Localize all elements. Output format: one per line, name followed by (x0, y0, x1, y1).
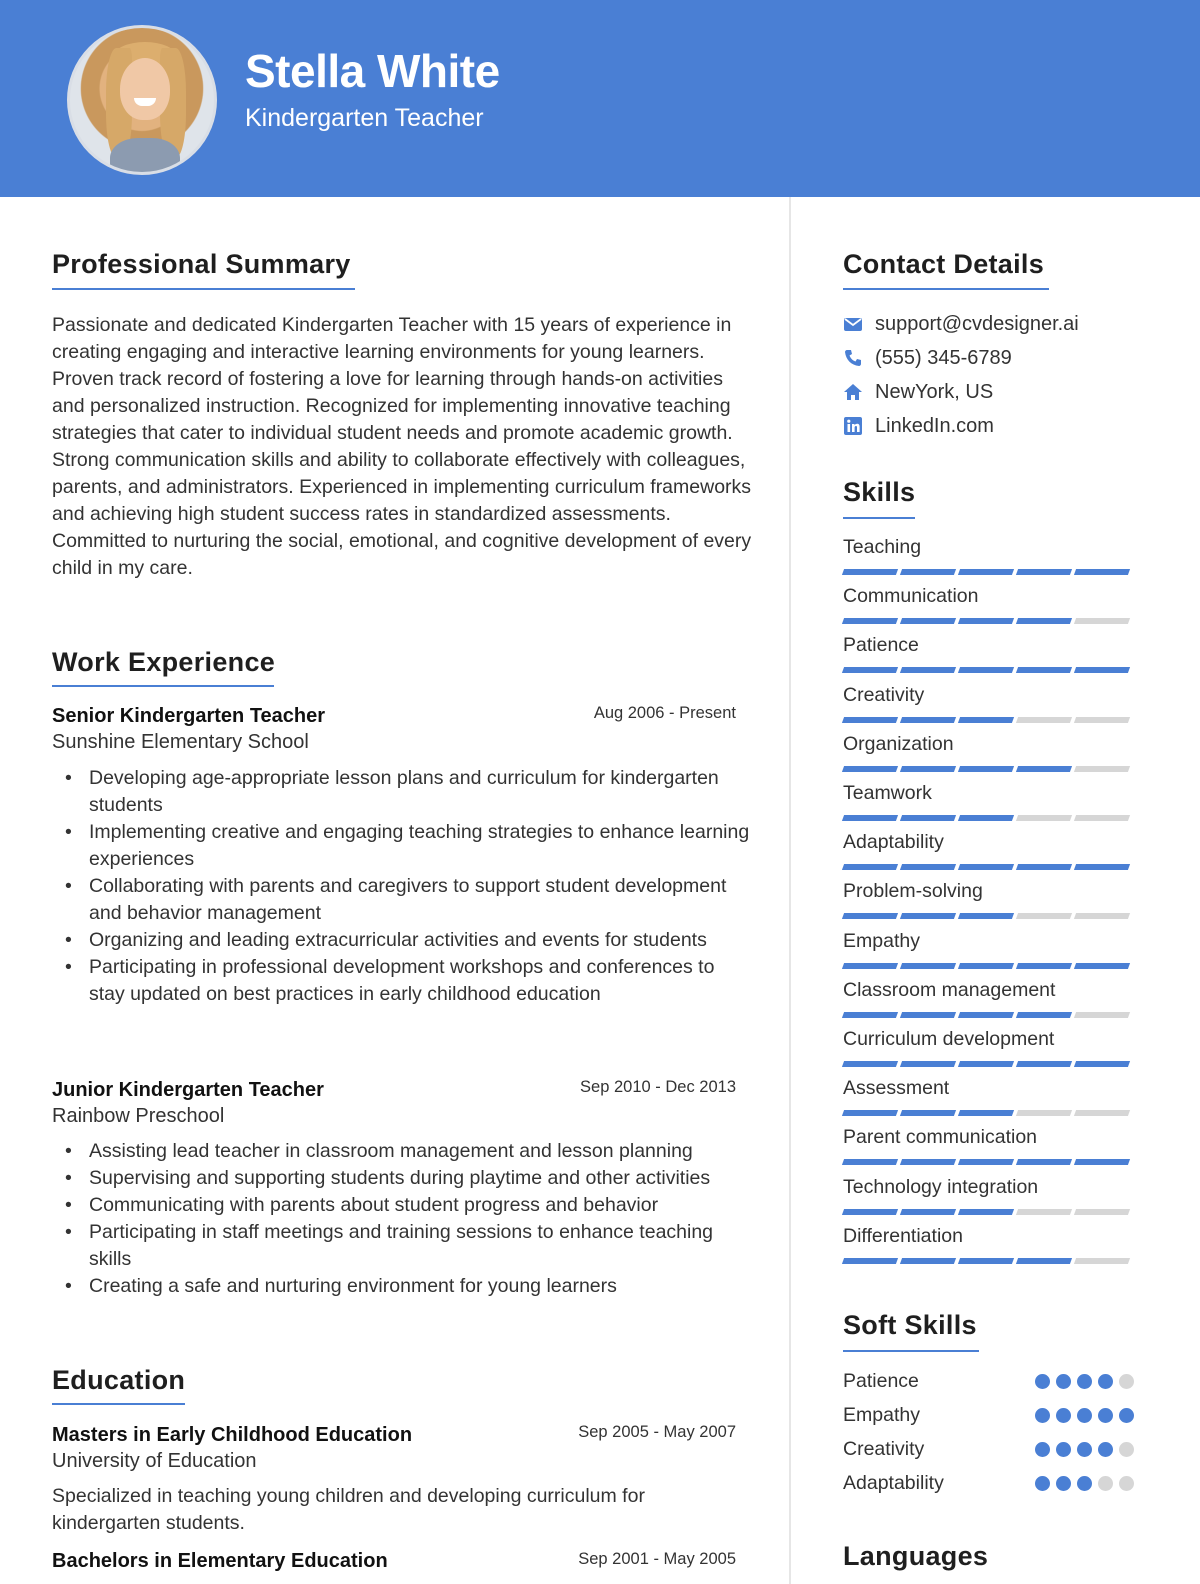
skill-segment (1016, 815, 1072, 821)
skill-segment (842, 1012, 898, 1018)
skill-segment (958, 1061, 1014, 1067)
summary-underline (52, 288, 355, 290)
skill-segment (1016, 1110, 1072, 1116)
skill-segment (842, 1061, 898, 1067)
skill-segment (1074, 1209, 1130, 1215)
skill-segment (900, 1012, 956, 1018)
list-item: • Collaborating with parents and caregivers to support student development and behavior management (65, 873, 755, 927)
soft-skill-name: Empathy (843, 1404, 920, 1426)
skill-segment (900, 766, 956, 772)
skill-segment (900, 1159, 956, 1165)
degree-title: Masters in Early Childhood Education (52, 1424, 413, 1446)
job-date: Aug 2006 - Present (593, 704, 736, 722)
soft-skills-heading: Soft Skills (843, 1310, 977, 1340)
skills-heading: Skills (843, 477, 916, 507)
skill-segment (1016, 963, 1072, 969)
linkedin-icon (843, 416, 863, 436)
home-icon (843, 382, 863, 402)
skill-segment (958, 913, 1014, 919)
skill-segment (958, 815, 1014, 821)
education-description: Specialized in teaching young children and developing curriculum for kindergarten students. (52, 1485, 645, 1534)
skill-segment (1074, 717, 1130, 723)
list-item: • Implementing creative and engaging teaching strategies to enhance learning experiences (65, 819, 755, 873)
column-divider (789, 197, 791, 1584)
phone-text: (555) 345-6789 (875, 346, 1012, 369)
skill-segment (842, 815, 898, 821)
list-item: • Creating a safe and nurturing environment for young learners (65, 1273, 755, 1300)
skill-name: Curriculum development (843, 1028, 1055, 1050)
skill-segment (842, 1258, 898, 1264)
skill-level-bar (843, 913, 1133, 919)
experience-heading: Work Experience (52, 647, 276, 677)
skill-segment (842, 766, 898, 772)
skill-level-bar (843, 1209, 1133, 1215)
skill-segment (1016, 864, 1072, 870)
rating-dot (1056, 1408, 1071, 1423)
skill-name: Teamwork (843, 782, 932, 804)
skill-segment (1074, 766, 1130, 772)
skill-segment (900, 717, 956, 723)
summary-heading: Professional Summary (52, 249, 351, 279)
skill-name: Differentiation (843, 1225, 963, 1247)
skill-segment (958, 1012, 1014, 1018)
skill-name: Communication (843, 585, 979, 607)
skill-segment (842, 618, 898, 624)
skill-segment (1016, 618, 1072, 624)
skill-segment (1016, 569, 1072, 575)
education-underline (52, 1403, 185, 1405)
skill-name: Technology integration (843, 1176, 1039, 1198)
skill-segment (900, 815, 956, 821)
rating-dot (1119, 1476, 1134, 1491)
skill-segment (1074, 1012, 1130, 1018)
skill-segment (1016, 1209, 1072, 1215)
list-item: • Assisting lead teacher in classroom management and lesson planning (65, 1138, 755, 1165)
soft-skill-name: Adaptability (843, 1472, 944, 1494)
envelope-icon (843, 314, 863, 334)
skill-segment (1074, 618, 1130, 624)
candidate-role: Kindergarten Teacher (245, 104, 484, 132)
email-text: support@cvdesigner.ai (875, 312, 1079, 335)
skill-level-bar (843, 667, 1133, 673)
skill-segment (958, 1209, 1014, 1215)
skill-segment (958, 569, 1014, 575)
skill-level-bar (843, 1012, 1133, 1018)
rating-dot (1035, 1374, 1050, 1389)
skill-name: Problem-solving (843, 880, 983, 902)
rating-dot (1056, 1442, 1071, 1457)
rating-dot (1098, 1476, 1113, 1491)
skill-segment (1074, 864, 1130, 870)
skill-segment (900, 1110, 956, 1116)
job-title: Junior Kindergarten Teacher (52, 1079, 324, 1101)
job-duties-list (65, 765, 755, 1008)
education-heading: Education (52, 1365, 186, 1395)
skill-segment (842, 1110, 898, 1116)
skill-name: Empathy (843, 930, 920, 952)
skill-segment (900, 1258, 956, 1264)
rating-dot (1119, 1374, 1134, 1389)
soft-skills-underline (843, 1350, 979, 1352)
soft-skill-rating (1035, 1374, 1140, 1389)
linkedin-text: LinkedIn.com (875, 414, 994, 437)
rating-dot (1098, 1408, 1113, 1423)
skill-segment (842, 667, 898, 673)
skill-segment (900, 1061, 956, 1067)
profile-photo (67, 25, 217, 175)
skill-segment (958, 618, 1014, 624)
skill-segment (958, 766, 1014, 772)
skill-name: Teaching (843, 536, 922, 558)
skill-level-bar (843, 1159, 1133, 1165)
skill-name: Assessment (843, 1077, 950, 1099)
skill-segment (1016, 717, 1072, 723)
skill-level-bar (843, 1061, 1133, 1067)
rating-dot (1119, 1442, 1134, 1457)
job-organization: Sunshine Elementary School (52, 731, 309, 753)
skill-name: Classroom management (843, 979, 1056, 1001)
rating-dot (1035, 1408, 1050, 1423)
rating-dot (1077, 1374, 1092, 1389)
contact-location (843, 378, 993, 406)
rating-dot (1077, 1442, 1092, 1457)
skill-level-bar (843, 864, 1133, 870)
skill-level-bar (843, 618, 1133, 624)
rating-dot (1077, 1476, 1092, 1491)
skill-level-bar (843, 569, 1133, 575)
skill-segment (958, 864, 1014, 870)
list-item: • Participating in professional development workshops and conferences to stay updated on best practices in early childhood education (65, 954, 755, 1008)
languages-heading: Languages (843, 1541, 989, 1571)
skill-segment (958, 717, 1014, 723)
skill-segment (958, 1110, 1014, 1116)
job-organization: Rainbow Preschool (52, 1105, 225, 1127)
skill-segment (1016, 1258, 1072, 1264)
soft-skill-name: Creativity (843, 1438, 925, 1460)
rating-dot (1035, 1442, 1050, 1457)
skill-name: Organization (843, 733, 954, 755)
education-date: Sep 2001 - May 2005 (578, 1550, 736, 1568)
rating-dot (1098, 1374, 1113, 1389)
skill-segment (842, 963, 898, 969)
rating-dot (1056, 1476, 1071, 1491)
skill-segment (958, 1258, 1014, 1264)
skill-segment (1016, 766, 1072, 772)
skill-segment (842, 864, 898, 870)
skill-segment (958, 1159, 1014, 1165)
rating-dot (1056, 1374, 1071, 1389)
list-item: • Developing age-appropriate lesson plans and curriculum for kindergarten students (65, 765, 755, 819)
skill-segment (900, 667, 956, 673)
list-item: • Organizing and leading extracurricular activities and events for students (65, 927, 755, 954)
skill-name: Adaptability (843, 831, 944, 853)
rating-dot (1098, 1442, 1113, 1457)
skill-segment (1016, 1061, 1072, 1067)
contact-linkedin[interactable] (843, 412, 994, 440)
summary-text: Passionate and dedicated Kindergarten Teacher with 15 years of experience in creating engaging and interactive learning environments for young learners. Proven track record of fostering a love for learning through hands-on activities and personalized instruction. Recognized for implementing innovative teaching strategies that cater to individual student needs and promote academic growth. Strong communication skills and ability to collaborate effectively with colleagues, parents, and administrators. Experienced in implementing curriculum frameworks and achieving high student success rates in standardized assessments. Committed to nurturing the social, emotional, and cognitive development of every child in my care. (52, 314, 752, 579)
contact-phone[interactable] (843, 344, 1012, 372)
skill-level-bar (843, 963, 1133, 969)
school-name: University of Education (52, 1450, 257, 1472)
skill-segment (1016, 667, 1072, 673)
list-item: • Communicating with parents about student progress and behavior (65, 1192, 755, 1219)
header-banner (0, 0, 1200, 197)
skill-segment (842, 913, 898, 919)
skill-segment (900, 618, 956, 624)
skill-segment (1074, 569, 1130, 575)
skill-segment (900, 569, 956, 575)
skill-segment (842, 1159, 898, 1165)
skill-segment (1074, 1159, 1130, 1165)
skill-segment (842, 1209, 898, 1215)
phone-icon (843, 348, 863, 368)
skill-level-bar (843, 1258, 1133, 1264)
skill-name: Creativity (843, 684, 925, 706)
skill-name: Patience (843, 634, 919, 656)
skill-level-bar (843, 766, 1133, 772)
skill-segment (900, 1209, 956, 1215)
list-item: • Participating in staff meetings and training sessions to enhance teaching skills (65, 1219, 755, 1273)
candidate-name: Stella White (245, 45, 500, 97)
soft-skill-rating (1035, 1442, 1140, 1457)
skill-segment (1074, 667, 1130, 673)
contact-heading: Contact Details (843, 249, 1045, 279)
soft-skill-name: Patience (843, 1370, 919, 1392)
job-date: Sep 2010 - Dec 2013 (580, 1078, 736, 1096)
experience-underline (52, 685, 274, 687)
skill-segment (900, 913, 956, 919)
skill-level-bar (843, 1110, 1133, 1116)
skill-segment (1074, 963, 1130, 969)
soft-skill-rating (1035, 1476, 1140, 1491)
rating-dot (1119, 1408, 1134, 1423)
job-duties-list (65, 1138, 755, 1300)
skill-segment (958, 667, 1014, 673)
skill-segment (900, 963, 956, 969)
location-text: NewYork, US (875, 380, 994, 403)
skill-segment (1074, 815, 1130, 821)
skill-segment (1074, 913, 1130, 919)
rating-dot (1077, 1408, 1092, 1423)
skill-segment (1074, 1258, 1130, 1264)
skill-segment (1074, 1061, 1130, 1067)
contact-underline (843, 288, 1049, 290)
contact-email[interactable] (843, 310, 1079, 338)
soft-skill-rating (1035, 1408, 1140, 1423)
skill-segment (842, 717, 898, 723)
skill-segment (1016, 1159, 1072, 1165)
rating-dot (1035, 1476, 1050, 1491)
list-item: • Supervising and supporting students during playtime and other activities (65, 1165, 755, 1192)
job-title: Senior Kindergarten Teacher (52, 705, 326, 727)
skill-segment (842, 569, 898, 575)
skill-segment (958, 963, 1014, 969)
skill-segment (1016, 1012, 1072, 1018)
skill-segment (900, 864, 956, 870)
skill-level-bar (843, 815, 1133, 821)
skill-level-bar (843, 717, 1133, 723)
skill-segment (1074, 1110, 1130, 1116)
skill-name: Parent communication (843, 1126, 1038, 1148)
skills-underline (843, 517, 915, 519)
education-date: Sep 2005 - May 2007 (578, 1423, 736, 1441)
degree-title: Bachelors in Elementary Education (52, 1550, 388, 1572)
skill-segment (1016, 913, 1072, 919)
